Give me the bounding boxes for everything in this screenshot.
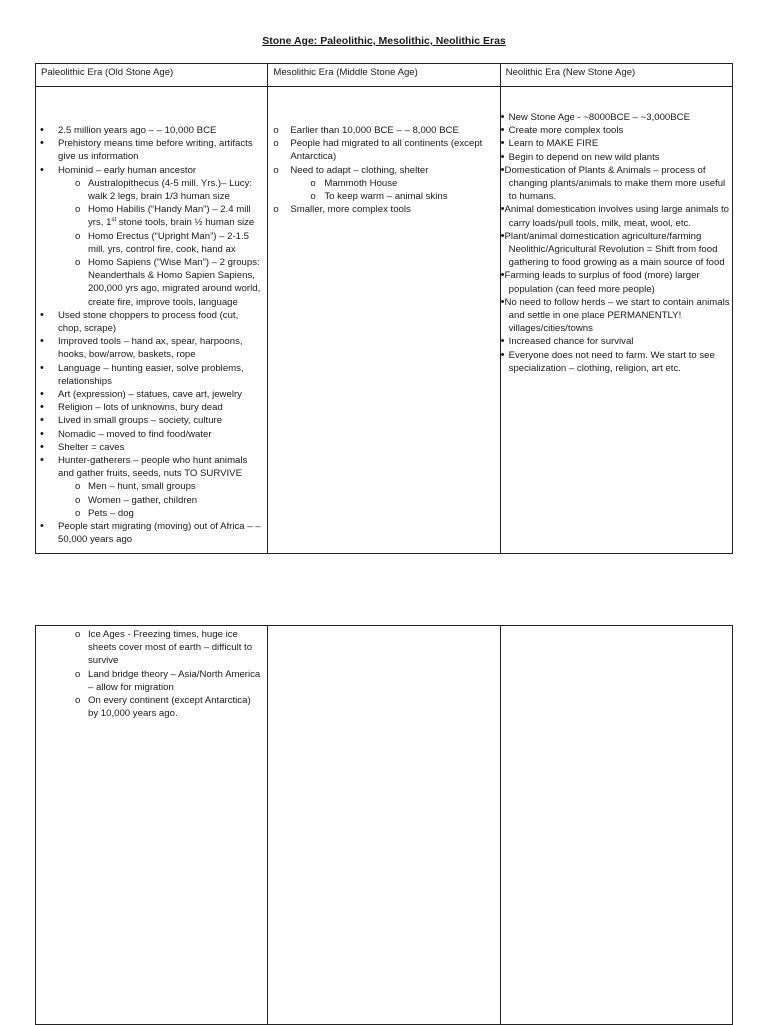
list-item: o Mammoth House (268, 177, 495, 190)
list-item: • Domestication of Plants & Animals – process of changing plants/animals to make them more useful to humans. (501, 164, 730, 204)
list-item: o Need to adapt – clothing, shelter (268, 164, 495, 177)
list-item: o On every continent (except Antarctica) by 10,000 years ago. (36, 694, 263, 720)
mesolithic-list (268, 87, 499, 216)
list-item: • Language – hunting easier, solve problems, relationships (36, 362, 263, 388)
list-item: • Hominid – early human ancestor (36, 164, 263, 177)
era-table (35, 63, 733, 554)
list-item: • Hunter-gatherers – people who hunt animals and gather fruits, seeds, nuts TO SURVIVE (36, 454, 263, 480)
header-neolithic: Neolithic Era (New Stone Age) (500, 64, 732, 87)
neolithic-list (501, 87, 732, 375)
neolithic-continued-cell (500, 626, 732, 1025)
list-item: o Homo Sapiens (“Wise Man”) – 2 groups: Neanderthals & Homo Sapien Sapiens, 200,000 yrs ago, migrated around world, create fire, improve tools, language (36, 256, 263, 309)
list-item: o Land bridge theory – Asia/North America – allow for migration (36, 668, 263, 694)
list-item: • Improved tools – hand ax, spear, harpoons, hooks, bow/arrow, baskets, rope (36, 335, 263, 361)
list-item: o Australopithecus (4-5 mill. Yrs.)– Lucy: walk 2 legs, brain 1/3 human size (36, 177, 263, 203)
page-title: Stone Age: Paleolithic, Mesolithic, Neolithic Eras (262, 35, 506, 47)
era-table-continued (35, 625, 733, 1025)
list-item: • No need to follow herds – we start to contain animals and settle in one place PERMANENTLY! villages/cities/towns (501, 296, 730, 336)
header-paleolithic: Paleolithic Era (Old Stone Age) (36, 64, 268, 87)
paleolithic-list (36, 87, 267, 547)
list-item: • Nomadic – moved to find food/water (36, 428, 263, 441)
header-mesolithic: Mesolithic Era (Middle Stone Age) (268, 64, 500, 87)
paleolithic-cell (36, 87, 268, 554)
list-item: • Shelter = caves (36, 441, 263, 454)
paleolithic-continued-list (36, 626, 267, 720)
list-item: • Learn to MAKE FIRE (501, 137, 730, 150)
list-item: • Increased chance for survival (501, 335, 730, 348)
list-item: • New Stone Age - ~8000BCE – ~3,000BCE (501, 111, 730, 124)
list-item: • Begin to depend on new wild plants (501, 151, 730, 164)
list-item: o Pets – dog (36, 507, 263, 520)
list-item: • Religion – lots of unknowns, bury dead (36, 401, 263, 414)
list-item: • People start migrating (moving) out of Africa – – 50,000 years ago (36, 520, 263, 546)
list-item: o People had migrated to all continents (except Antarctica) (268, 137, 495, 163)
neolithic-cell (500, 87, 732, 554)
list-item: • Art (expression) – statues, cave art, jewelry (36, 388, 263, 401)
list-item: • Prehistory means time before writing, artifacts give us information (36, 137, 263, 163)
list-item: • Lived in small groups – society, culture (36, 414, 263, 427)
list-item: o Women – gather, children (36, 494, 263, 507)
list-item: o Earlier than 10,000 BCE – – 8,000 BCE (268, 124, 495, 137)
list-item: • Everyone does not need to farm. We start to see specialization – clothing, religion, art etc. (501, 349, 730, 375)
list-item: • Create more complex tools (501, 124, 730, 137)
mesolithic-continued-cell (268, 626, 500, 1025)
list-item: • Animal domestication involves using large animals to carry loads/pull tools, milk, meat, wool, etc. (501, 203, 730, 229)
list-item: o Homo Erectus (“Upright Man”) – 2-1.5 mill. yrs, control fire, cook, hand ax (36, 230, 263, 256)
list-item: o Homo Habilis (“Handy Man”) – 2.4 mill yrs, 1st stone tools, brain ½ human size (36, 203, 263, 229)
mesolithic-cell (268, 87, 500, 554)
paleolithic-continued-cell (36, 626, 268, 1025)
list-item: o To keep warm – animal skins (268, 190, 495, 203)
list-item: o Smaller, more complex tools (268, 203, 495, 216)
list-item: • Plant/animal domestication agriculture/farming Neolithic/Agricultural Revolution = Shift from food gathering to food growing as a main source of food (501, 230, 730, 270)
list-item: • Farming leads to surplus of food (more) larger population (can feed more people) (501, 269, 730, 295)
list-item: o Men – hunt, small groups (36, 480, 263, 493)
list-item: • 2.5 million years ago – – 10,000 BCE (36, 124, 263, 137)
list-item: • Used stone choppers to process food (cut, chop, scrape) (36, 309, 263, 335)
list-item: o Ice Ages - Freezing times, huge ice sheets cover most of earth – difficult to survive (36, 628, 263, 668)
